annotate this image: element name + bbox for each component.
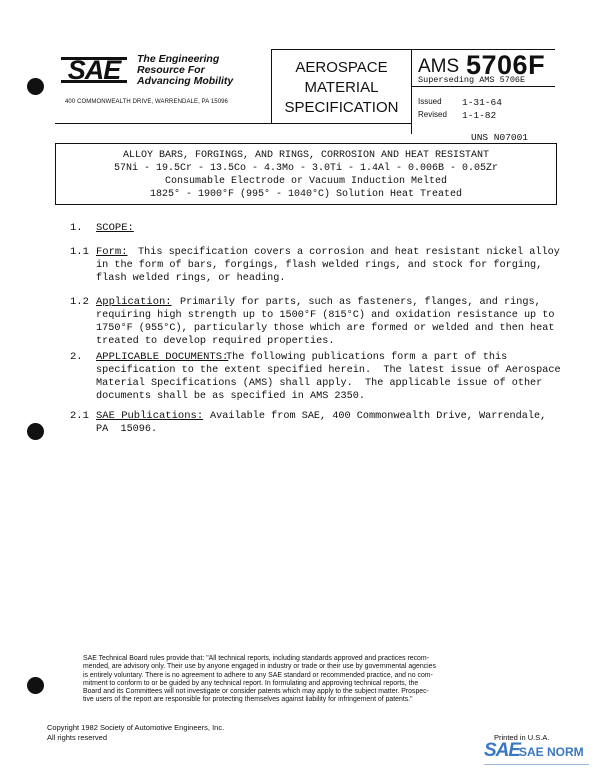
section-text: PA 15096.	[96, 424, 158, 435]
section-heading-applicable-documents: APPLICABLE DOCUMENTS:	[96, 351, 229, 363]
notice-line: is entirely voluntary. There is no agreement to adhere to any SAE standard or recommended practice, and no com-	[83, 671, 433, 679]
section-text: requiring high strength up to 1500°F (815°C) and oxidation resistance up to	[96, 310, 555, 321]
section-text: in the form of bars, forgings, flash welded rings, and stock for forging,	[96, 260, 543, 271]
binder-hole-bottom	[27, 677, 44, 694]
uns-number: UNS N07001	[471, 132, 529, 143]
section-text: Available from SAE, 400 Commonwealth Drive, Warrendale,	[210, 411, 547, 422]
section-number: 2.	[70, 351, 83, 363]
section-text: Material Specifications (AMS) shall apply. The applicable issue of other	[96, 378, 543, 389]
ams-number: 5706F	[466, 50, 546, 80]
section-number: 1.	[70, 222, 83, 234]
section-text: 1750°F (955°C), particularly those which are formed or welded and then heat	[96, 323, 555, 334]
section-heading-sae-publications: SAE Publications:	[96, 410, 204, 422]
address: 400 COMMONWEALTH DRIVE, WARRENDALE, PA 15096	[65, 99, 228, 105]
section-text: flash welded rings, or heading.	[96, 273, 286, 284]
notice-line: tive users of the report are responsible for protecting themselves against liability for infringement of patents."	[83, 696, 413, 704]
issued-label: Issued	[418, 97, 442, 106]
section-text: This specification covers a corrosion and heat resistant nickel alloy	[138, 247, 560, 258]
title-line-3: Consumable Electrode or Vacuum Induction Melted	[164, 176, 448, 187]
section-number: 1.1	[70, 246, 89, 258]
technical-board-notice	[83, 655, 523, 705]
notice-line: mended, are advisory only. Their use by anyone engaged in industry or trade or their use by governmental agencies	[83, 663, 436, 671]
section-number: 1.2	[70, 296, 89, 308]
sae-logo	[61, 53, 127, 87]
section-text: The following publications form a part of this	[226, 352, 508, 363]
binder-hole-top	[27, 78, 44, 95]
title-line-2: 57Ni - 19.5Cr - 13.5Co - 4.3Mo - 3.0Ti - 1.4Al - 0.006B - 0.05Zr	[113, 163, 499, 174]
section-text: treated to develop required properties.	[96, 336, 335, 347]
superseding: Superseding AMS 5706E	[418, 75, 526, 85]
ams-box-divider	[411, 86, 555, 87]
watermark-text: SAE NORM	[519, 745, 584, 759]
watermark	[484, 742, 596, 770]
header-bottom-rule	[55, 123, 412, 124]
printed-in: Printed in U.S.A.	[494, 733, 550, 742]
spec-title	[272, 58, 411, 118]
section-text: Primarily for parts, such as fasteners, flanges, and rings,	[180, 297, 541, 308]
revised-date: 1-1-82	[462, 110, 497, 121]
section-heading-form: Form:	[96, 246, 128, 258]
title-line-4: 1825° - 1900°F (995° - 1040°C) Solution Heat Treated	[149, 189, 463, 200]
spec-title-line: AEROSPACE	[295, 59, 388, 76]
notice-line: mitment to conform to or be guided by any technical report. In formulating and approving technical reports, the	[83, 679, 419, 687]
ams-prefix: AMS	[418, 56, 460, 77]
section-text: specification to the extent specified herein. The latest issue of Aerospace	[96, 365, 561, 376]
issued-date: 1-31-64	[462, 97, 502, 108]
spec-title-line: SPECIFICATION	[284, 99, 399, 116]
section-heading-application: Application:	[96, 296, 172, 308]
notice-line: Board and its Committees will not investigate or consider patents which may apply to the subject matter. Prospec-	[83, 688, 429, 696]
section-heading-scope: SCOPE:	[96, 222, 134, 234]
rights-reserved: All rights reserved	[47, 733, 108, 742]
title-line-1: ALLOY BARS, FORGINGS, AND RINGS, CORROSION AND HEAT RESISTANT	[122, 150, 490, 161]
revised-label: Revised	[418, 110, 447, 119]
spec-title-line: MATERIAL	[304, 79, 379, 96]
header-divider-right	[411, 49, 412, 134]
binder-hole-middle	[27, 423, 44, 440]
tagline-line: Advancing Mobility	[137, 75, 234, 87]
copyright: Copyright 1982 Society of Automotive Engineers, Inc.	[47, 723, 225, 732]
section-text: documents shall be as specified in AMS 2350.	[96, 391, 365, 402]
tagline-line: The Engineering	[137, 53, 220, 65]
title-block	[55, 143, 557, 205]
watermark-underline	[484, 764, 589, 765]
section-number: 2.1	[70, 410, 89, 422]
notice-line: SAE Technical Board rules provide that: "All technical reports, including standards approved and practices recom-	[83, 655, 429, 662]
tagline	[137, 54, 233, 87]
tagline-line: Resource For	[137, 64, 205, 76]
sae-logo-text: SAE	[67, 55, 121, 85]
watermark-logo: SAE	[484, 740, 521, 761]
